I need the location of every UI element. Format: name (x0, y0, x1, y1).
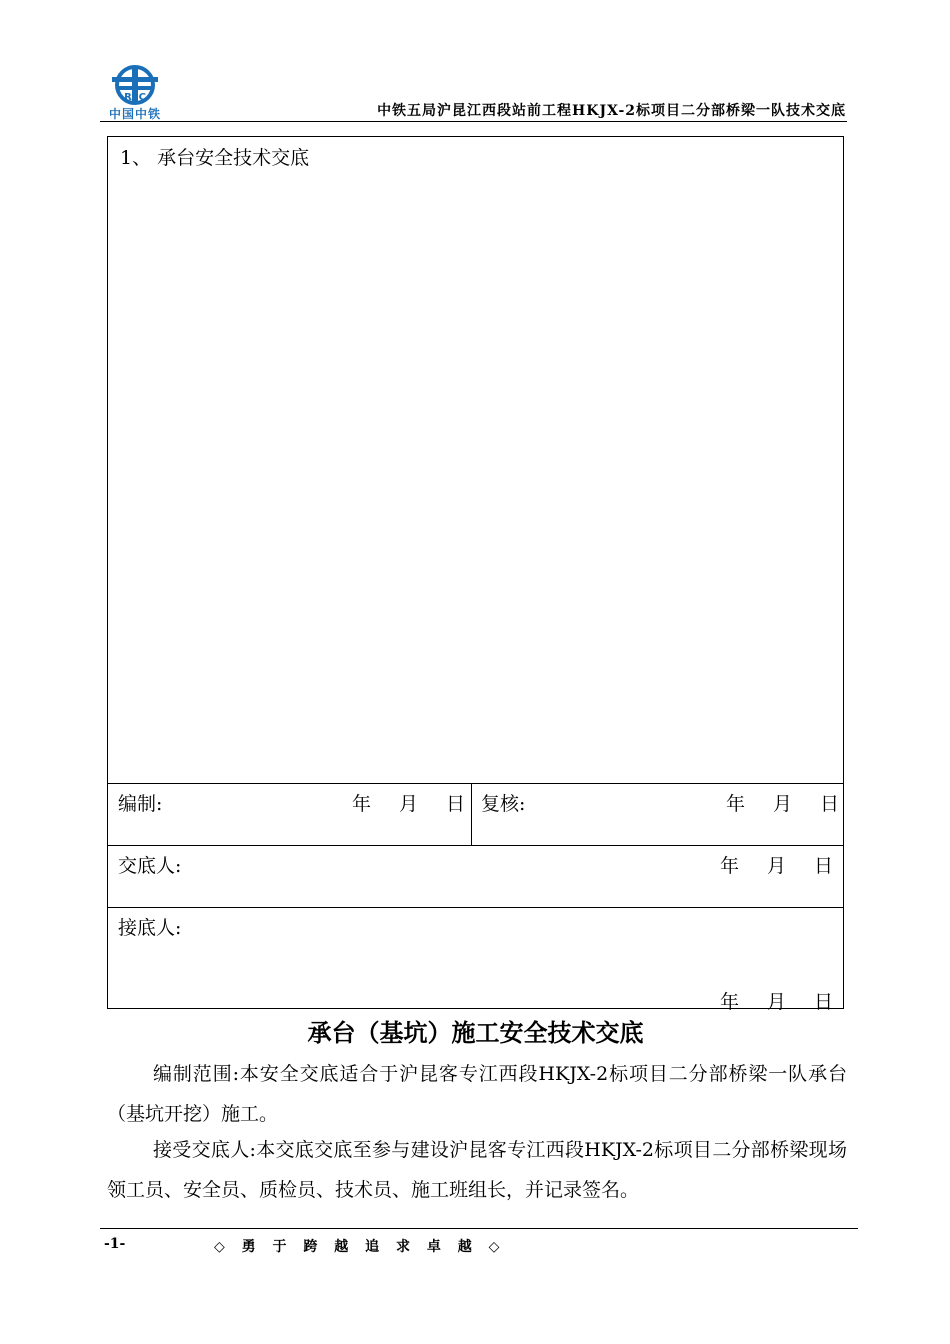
year-label: 年 (720, 991, 740, 1013)
disclosure-form (107, 136, 844, 1013)
row-divider (108, 783, 843, 784)
logo-text: 中国中铁 (108, 107, 161, 121)
month-label: 月 (399, 793, 419, 815)
day-label: 日 (446, 793, 466, 815)
month-label: 月 (767, 991, 787, 1013)
row-divider (108, 845, 843, 846)
year-label: 年 (352, 793, 372, 815)
presenter-date (720, 851, 833, 878)
day-label: 日 (814, 991, 834, 1013)
day-label: 日 (814, 855, 834, 877)
compiled-date (352, 789, 465, 816)
header-title: 中铁五局沪昆江西段站前工程HKJX-2标项目二分部桥梁一队技术交底 (377, 103, 846, 119)
month-label: 月 (767, 855, 787, 877)
day-label: 日 (820, 793, 840, 815)
receiver-date (720, 987, 833, 1014)
scope-paragraph: 编制范围:本安全交底适合于沪昆客专江西段HKJX-2标项目二分部桥梁一队承台（基坑开挖）施工。 (107, 1063, 847, 1125)
row-divider (108, 907, 843, 908)
column-divider (471, 783, 472, 845)
footer-rule (100, 1228, 858, 1229)
footer-slogan: ◇ 勇 于 跨 越 追 求 卓 越 ◇ (214, 1239, 506, 1255)
logo-initials: REC (124, 92, 146, 103)
review-label: 复核: (481, 793, 526, 815)
page-number: -1- (104, 1236, 126, 1252)
month-label: 月 (773, 793, 793, 815)
receiver-label: 接底人: (118, 917, 182, 939)
compiled-label: 编制: (118, 793, 163, 815)
year-label: 年 (726, 793, 746, 815)
year-label: 年 (720, 855, 740, 877)
document-title: 承台（基坑）施工安全技术交底 (307, 1019, 644, 1047)
header-rule (100, 121, 847, 122)
presenter-label: 交底人: (118, 855, 182, 877)
form-item-title: 1、 承台安全技术交底 (120, 147, 310, 169)
recipients-paragraph: 接受交底人:本交底交底至参与建设沪昆客专江西段HKJX-2标项目二分部桥梁现场领工员、安全员、质检员、技术员、施工班组长，并记录签名。 (107, 1139, 847, 1201)
review-date (726, 789, 839, 816)
